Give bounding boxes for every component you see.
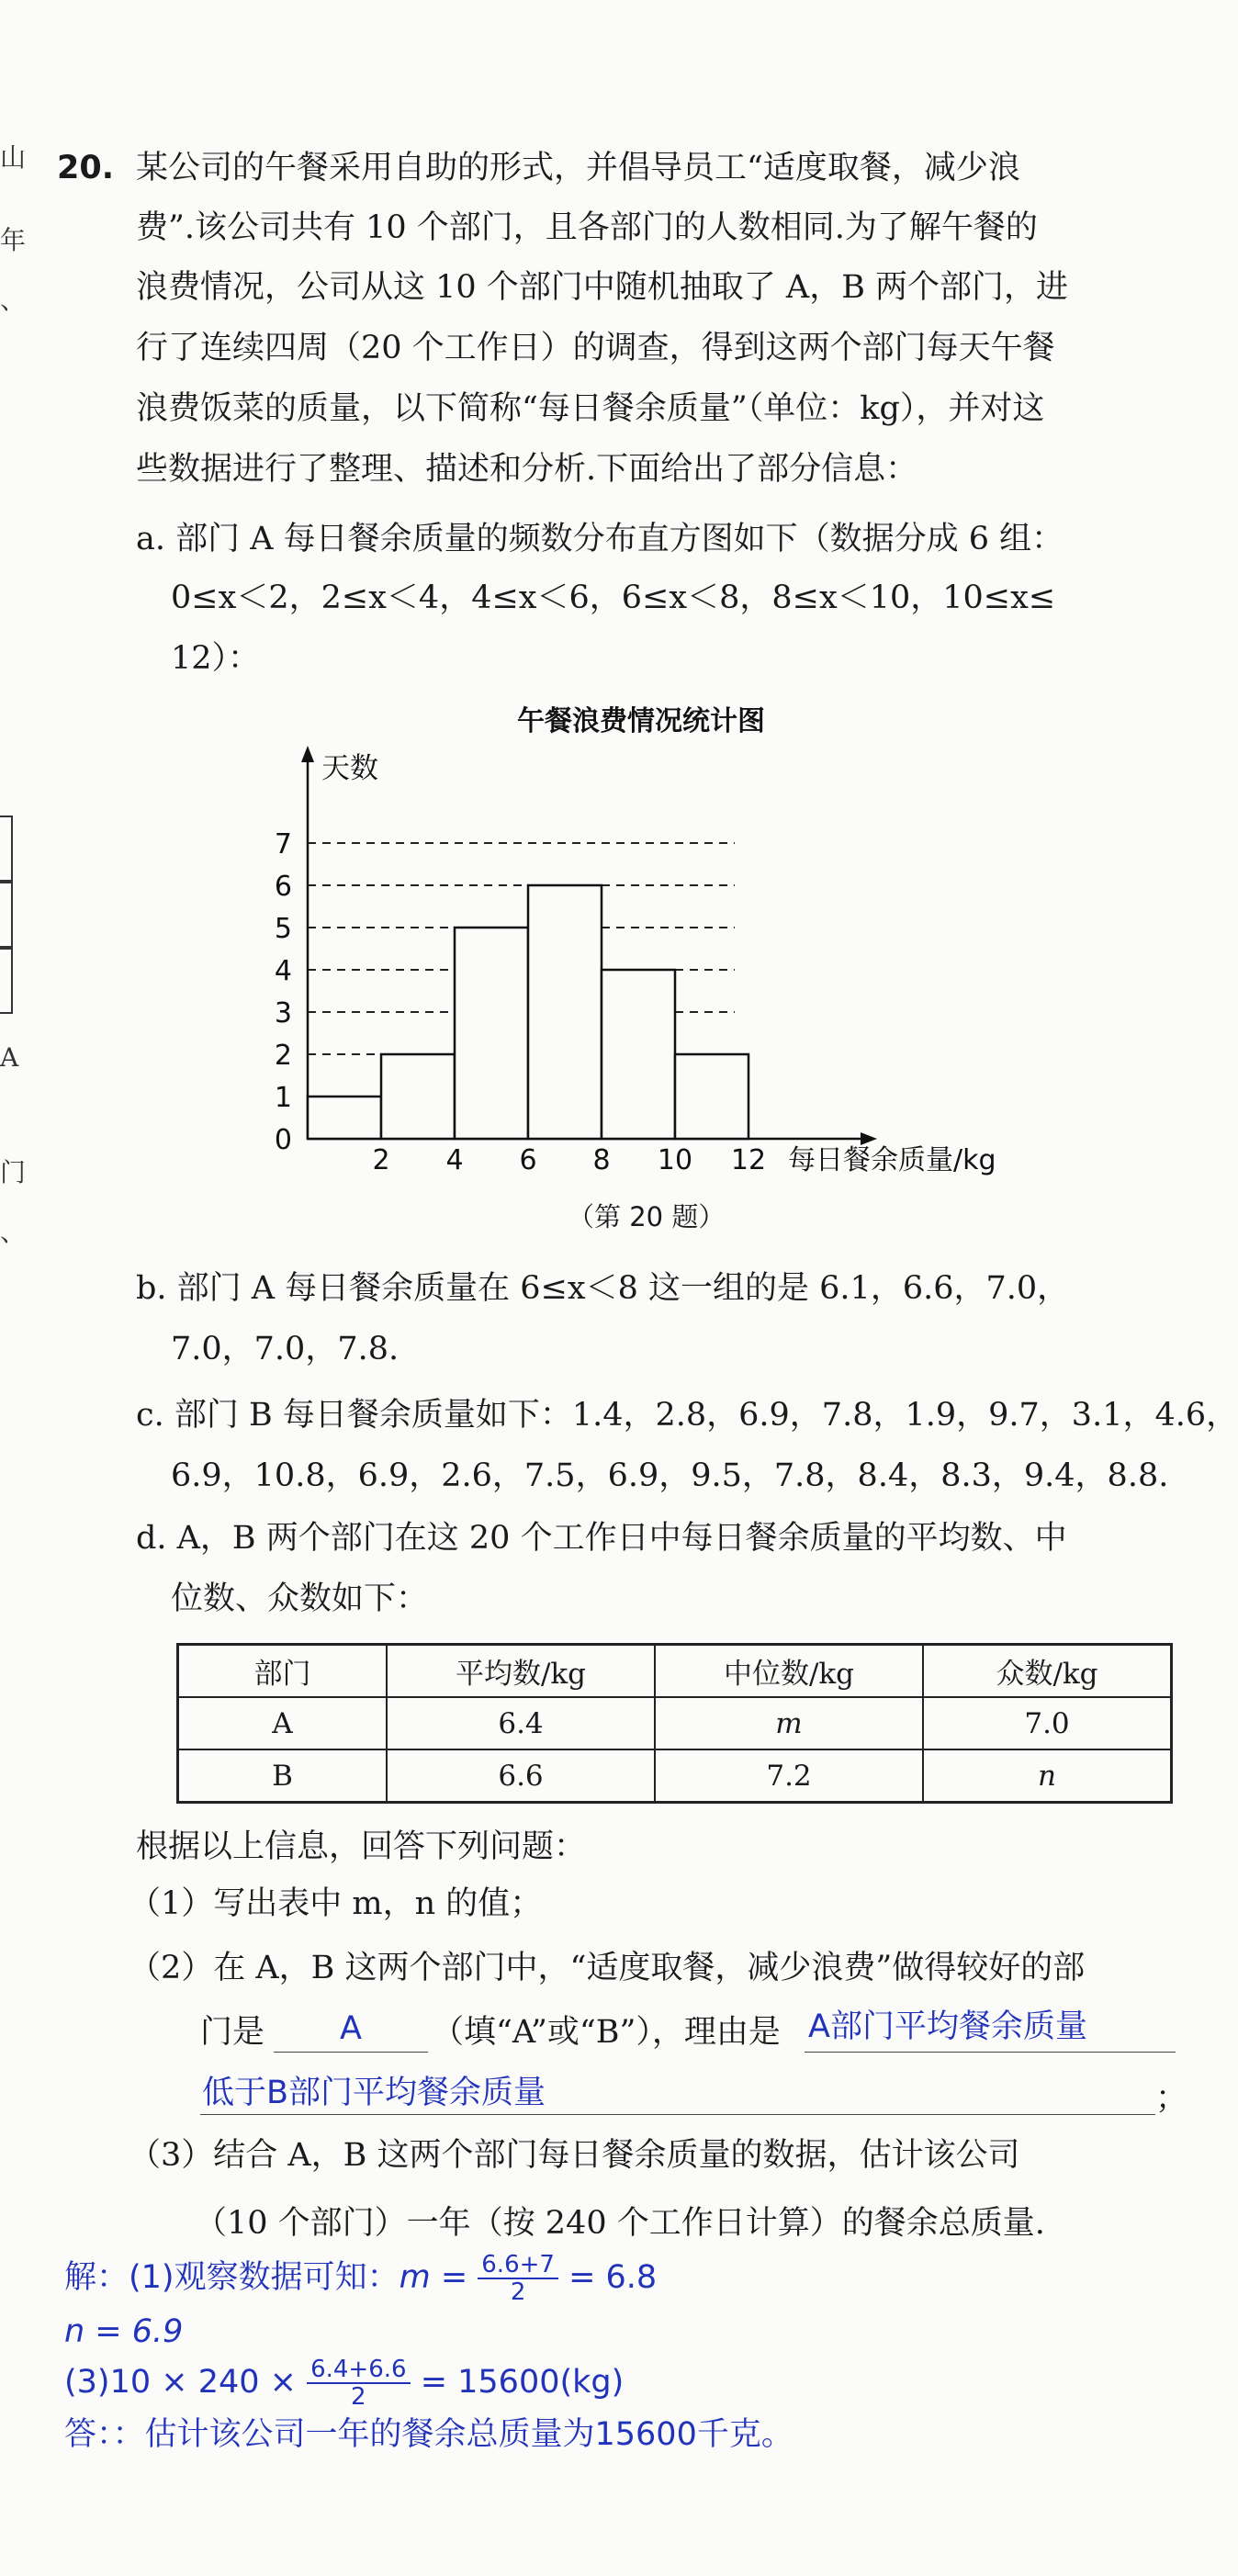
solution-line-3 (64, 2357, 624, 2410)
reason-line-1-handwritten: A部门平均餐余质量 (808, 2008, 1087, 2045)
y-axis-label: 天数 (321, 752, 378, 785)
table-cell: m (655, 1697, 923, 1749)
m-symbol: m = (399, 2259, 478, 2296)
x-tick-label: 12 (730, 1144, 767, 1176)
table-cell: n (923, 1749, 1172, 1803)
table-cell: B (178, 1749, 388, 1803)
table-header-cell: 部门 (178, 1645, 388, 1698)
x-tick-label: 10 (657, 1144, 693, 1176)
sub-question-2-line-1: （2）在 A，B 这两个部门中，“适度取餐，减少浪费”做得较好的部 (129, 1950, 1086, 1986)
m-fraction-numerator: 6.6+7 (478, 2252, 558, 2279)
solution-answer: 答：：估计该公司一年的餐余总质量为15600千克。 (64, 2416, 793, 2453)
info-b-line-2: 7.0，7.0，7.8. (171, 1331, 400, 1367)
sub-question-1: （1）写出表中 m，n 的值； (129, 1885, 543, 1922)
prompt-text: 根据以上信息，回答下列问题： (136, 1828, 587, 1865)
solution-label: 解：(1)观察数据可知： (64, 2259, 400, 2296)
question-line-1: 某公司的午餐采用自助的形式，并倡导员工“适度取餐，减少浪 (136, 150, 1020, 186)
chart-caption: （第 20 题） (568, 1201, 726, 1232)
edge-mark-1: 山 (0, 142, 27, 173)
y-tick-label: 3 (274, 997, 292, 1029)
info-a-line-1: a. 部门 A 每日餐余质量的频数分布直方图如下（数据分成 6 组： (136, 521, 1064, 557)
y-tick-label: 0 (274, 1124, 292, 1156)
info-d-line-2: 位数、众数如下： (171, 1580, 429, 1617)
table-cell: A (178, 1697, 388, 1749)
info-c-line-2: 6.9，10.8，6.9，2.6，7.5，6.9，9.5，7.8，8.4，8.3，9.4，8.8. (171, 1457, 1169, 1494)
question-line-4: 行了连续四周（20 个工作日）的调查，得到这两个部门每天午餐 (136, 330, 1055, 366)
solution-line-1 (64, 2252, 657, 2305)
y-tick-label: 2 (274, 1040, 292, 1072)
histogram-bar (308, 1097, 381, 1139)
reason-line-2-handwritten: 低于B部门平均餐余质量 (202, 2075, 546, 2111)
info-b-line-1: b. 部门 A 每日餐余质量在 6≤x＜8 这一组的是 6.1，6.6，7.0， (136, 1270, 1070, 1307)
edge-mark-5: 门 (0, 1157, 27, 1187)
edge-mark-6: 、 (0, 1217, 27, 1247)
table-row (178, 1697, 1172, 1749)
answer-a-handwritten: A (340, 2010, 362, 2047)
histogram-bar (675, 1054, 748, 1139)
table-header-cell: 中位数/kg (655, 1645, 923, 1698)
m-fraction-denominator: 2 (510, 2278, 526, 2306)
info-d-line-1: d. A，B 两个部门在这 20 个工作日中每日餐余质量的平均数、中 (136, 1520, 1067, 1557)
answer-blank-reason-2[interactable] (200, 2114, 1155, 2115)
table-cell: 6.6 (387, 1749, 655, 1803)
question-number: 20. (57, 150, 115, 186)
info-a-line-3: 12）： (171, 640, 261, 677)
sub-question-2-fill-hint: （填“A”或“B”），理由是 (432, 2014, 781, 2051)
histogram-bar (602, 970, 675, 1139)
question-line-2: 费”.该公司共有 10 个部门，且各部门的人数相同.为了解午餐的 (136, 209, 1038, 246)
q3-fraction (307, 2357, 410, 2410)
x-tick-label: 8 (592, 1144, 611, 1176)
y-axis-arrow (301, 746, 314, 762)
table-cell: 7.0 (923, 1697, 1172, 1749)
answer-blank-department[interactable] (274, 2052, 428, 2053)
y-tick-label: 1 (274, 1082, 292, 1114)
table-header-cell: 平均数/kg (387, 1645, 655, 1698)
info-c-line-1: c. 部门 B 每日餐余质量如下：1.4，2.8，6.9，7.8，1.9，9.7，3.1，4.6， (136, 1397, 1238, 1434)
q3-fraction-numerator: 6.4+6.6 (307, 2357, 410, 2384)
x-tick-label: 2 (372, 1144, 390, 1176)
y-tick-label: 7 (274, 828, 292, 861)
sub-question-2-men: 门是 (200, 2014, 265, 2051)
y-tick-label: 4 (274, 955, 292, 987)
histogram-bar (455, 928, 528, 1139)
table-cell: 7.2 (655, 1749, 923, 1803)
sub-question-3-line-2: （10 个部门）一年（按 240 个工作日计算）的餐余总质量. (195, 2205, 1045, 2242)
table-header-row (178, 1645, 1172, 1698)
edge-mark-4: A (0, 1042, 19, 1073)
q3-result: = 15600(kg) (410, 2364, 625, 2401)
q3-fraction-denominator: 2 (351, 2383, 366, 2411)
answer-blank-reason-1[interactable] (805, 2052, 1176, 2053)
edge-mark-3: 、 (0, 285, 27, 315)
y-tick-label: 6 (274, 871, 292, 903)
chart-title: 午餐浪费情况统计图 (517, 705, 765, 737)
table-header-cell: 众数/kg (923, 1645, 1172, 1698)
table-row (178, 1749, 1172, 1803)
q3-expression: (3)10 × 240 × (64, 2364, 308, 2401)
x-axis-label: 每日餐余质量/kg (788, 1144, 996, 1176)
question-line-3: 浪费情况，公司从这 10 个部门中随机抽取了 A，B 两个部门，进 (136, 269, 1069, 306)
histogram-chart (0, 689, 1232, 1176)
sub-question-3-line-1: （3）结合 A，B 这两个部门每日餐余质量的数据，估计该公司 (129, 2137, 1020, 2174)
edge-mark-2: 年 (0, 225, 27, 255)
x-tick-label: 4 (445, 1144, 464, 1176)
solution-line-n: n = 6.9 (64, 2313, 184, 2350)
m-result: = 6.8 (557, 2259, 658, 2296)
sub-question-2-end: ； (1155, 2080, 1188, 2117)
question-line-6: 些数据进行了整理、描述和分析.下面给出了部分信息： (136, 451, 918, 488)
m-fraction (478, 2252, 558, 2305)
histogram-bar (528, 885, 602, 1139)
stats-table (176, 1643, 1173, 1804)
info-a-line-2: 0≤x＜2，2≤x＜4，4≤x＜6，6≤x＜8，8≤x＜10，10≤x≤ (171, 579, 1056, 616)
x-axis-arrow (861, 1132, 877, 1145)
y-tick-label: 5 (274, 913, 292, 945)
x-tick-label: 6 (519, 1144, 537, 1176)
histogram-bar (381, 1054, 455, 1139)
question-line-5: 浪费饭菜的质量，以下简称“每日餐余质量”（单位：kg），并对这 (136, 390, 1045, 427)
table-cell: 6.4 (387, 1697, 655, 1749)
